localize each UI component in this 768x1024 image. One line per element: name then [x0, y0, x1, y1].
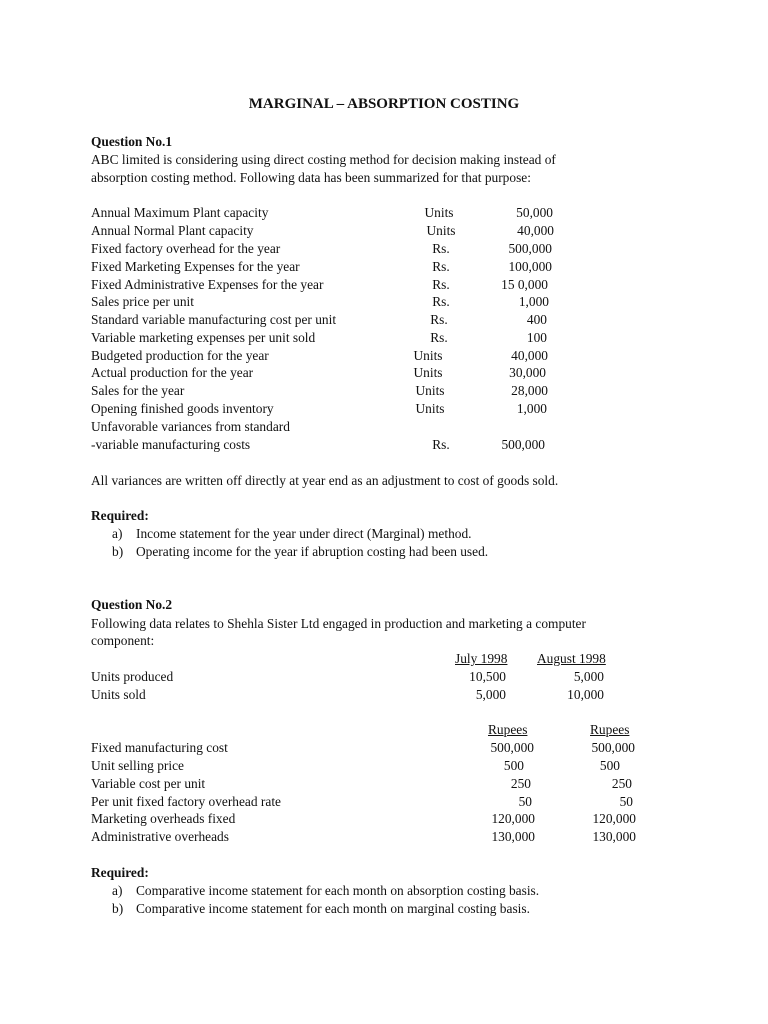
row-label: Fixed manufacturing cost	[91, 740, 228, 755]
row-label: Unfavorable variances from standard	[91, 419, 290, 434]
q1-required-item-b	[112, 543, 488, 561]
row-unit: Rs.	[432, 294, 450, 309]
row-value: 100	[526, 330, 547, 345]
row-value: 30,000	[509, 365, 546, 380]
row-unit: Units	[415, 383, 445, 398]
row-label: Sales price per unit	[91, 294, 194, 309]
row-label: Marketing overheads fixed	[91, 811, 236, 826]
table-row	[0, 418, 768, 436]
row-value-2: 50	[619, 794, 633, 809]
column-header-rupees-2: Rupees	[590, 722, 630, 737]
row-value-1: 500	[503, 758, 524, 773]
row-label: Variable cost per unit	[91, 776, 206, 791]
list-item-text: Operating income for the year if abruption costing had been used.	[136, 544, 489, 559]
row-value-2: 120,000	[592, 811, 636, 826]
column-header-july: July 1998	[455, 651, 508, 666]
q1-note: All variances are written off directly at year end as an adjustment to cost of goods sold.	[91, 473, 559, 488]
table-header-row	[0, 721, 768, 739]
row-unit: Rs.	[432, 437, 450, 452]
row-value-1: 130,000	[491, 829, 535, 844]
table-row	[0, 222, 768, 240]
row-value-1: 250	[510, 776, 531, 791]
row-value: 1,000	[516, 401, 547, 416]
page-title: MARGINAL – ABSORPTION COSTING	[248, 96, 520, 112]
row-value: 500,000	[508, 241, 552, 256]
row-label: Actual production for the year	[91, 365, 254, 380]
row-label: Budgeted production for the year	[91, 348, 269, 363]
row-value: 50,000	[516, 205, 553, 220]
row-label: Variable marketing expenses per unit sold	[91, 330, 316, 345]
row-value-august: 10,000	[567, 687, 604, 702]
row-unit: Rs.	[430, 330, 448, 345]
row-label: Per unit fixed factory overhead rate	[91, 794, 281, 809]
table-row	[0, 347, 768, 365]
q1-required-heading: Required:	[91, 508, 149, 523]
row-label: Unit selling price	[91, 758, 184, 773]
table-row	[0, 258, 768, 276]
row-unit: Units	[426, 223, 456, 238]
table-row	[0, 793, 768, 811]
row-value-1: 120,000	[491, 811, 535, 826]
row-value: 400	[526, 312, 547, 327]
table-row	[0, 757, 768, 775]
list-item-text: Comparative income statement for each month on absorption costing basis.	[136, 883, 540, 898]
row-unit: Rs.	[432, 277, 450, 292]
row-value: 15 0,000	[501, 277, 548, 292]
q2-heading: Question No.2	[91, 597, 173, 612]
table-row	[0, 436, 768, 454]
table-row	[0, 775, 768, 793]
q2-required-item-a	[112, 882, 539, 900]
row-value-2: 250	[611, 776, 632, 791]
row-value: 40,000	[511, 348, 548, 363]
row-label: Units produced	[91, 669, 174, 684]
row-value: 100,000	[508, 259, 552, 274]
row-value: 500,000	[501, 437, 545, 452]
table-row	[0, 204, 768, 222]
table-row	[0, 382, 768, 400]
table-row	[0, 311, 768, 329]
q2-required-item-b	[112, 900, 530, 918]
row-value-july: 10,500	[469, 669, 506, 684]
q1-required-item-a	[112, 525, 472, 543]
row-value-2: 500,000	[591, 740, 635, 755]
q2-intro-line1: Following data relates to Shehla Sister Ltd engaged in production and marketing a computer	[91, 616, 586, 631]
row-label: Units sold	[91, 687, 146, 702]
row-value-2: 500	[599, 758, 620, 773]
row-value: 1,000	[518, 294, 549, 309]
row-unit: Units	[413, 365, 443, 380]
row-label: Administrative overheads	[91, 829, 229, 844]
table-row	[0, 828, 768, 846]
row-unit: Units	[413, 348, 443, 363]
list-marker: b)	[112, 544, 124, 559]
table-header-row	[0, 650, 768, 668]
table-row	[0, 668, 768, 686]
row-unit: Rs.	[430, 312, 448, 327]
row-label: Fixed factory overhead for the year	[91, 241, 281, 256]
row-unit: Rs.	[432, 259, 450, 274]
table-row	[0, 739, 768, 757]
row-label: Fixed Marketing Expenses for the year	[91, 259, 300, 274]
q1-intro-line1: ABC limited is considering using direct costing method for decision making instead of	[91, 152, 556, 167]
row-unit: Units	[424, 205, 454, 220]
row-unit: Rs.	[432, 241, 450, 256]
list-marker: a)	[112, 883, 123, 898]
table-row	[0, 686, 768, 704]
row-value-july: 5,000	[475, 687, 506, 702]
row-value-1: 500,000	[490, 740, 534, 755]
row-label: -variable manufacturing costs	[91, 437, 251, 452]
row-label: Opening finished goods inventory	[91, 401, 274, 416]
column-header-rupees-1: Rupees	[488, 722, 528, 737]
row-value: 28,000	[511, 383, 548, 398]
row-value-1: 50	[518, 794, 532, 809]
table-row	[0, 276, 768, 294]
table-row	[0, 400, 768, 418]
row-label: Annual Normal Plant capacity	[91, 223, 254, 238]
row-unit: Units	[415, 401, 445, 416]
row-value-august: 5,000	[573, 669, 604, 684]
list-marker: a)	[112, 526, 123, 541]
q2-intro-line2: component:	[91, 633, 155, 648]
q1-heading: Question No.1	[91, 134, 173, 149]
row-label: Annual Maximum Plant capacity	[91, 205, 269, 220]
row-label: Fixed Administrative Expenses for the year	[91, 277, 324, 292]
column-header-august: August 1998	[537, 651, 606, 666]
list-item-text: Comparative income statement for each month on marginal costing basis.	[136, 901, 530, 916]
row-label: Sales for the year	[91, 383, 185, 398]
list-marker: b)	[112, 901, 124, 916]
q2-required-heading: Required:	[91, 865, 149, 880]
row-value: 40,000	[517, 223, 554, 238]
q1-intro-line2: absorption costing method. Following data has been summarized for that purpose:	[91, 170, 531, 185]
table-row	[0, 240, 768, 258]
row-label: Standard variable manufacturing cost per unit	[91, 312, 337, 327]
table-row	[0, 364, 768, 382]
table-row	[0, 329, 768, 347]
table-row	[0, 293, 768, 311]
table-row	[0, 810, 768, 828]
row-value-2: 130,000	[592, 829, 636, 844]
list-item-text: Income statement for the year under direct (Marginal) method.	[136, 526, 472, 541]
